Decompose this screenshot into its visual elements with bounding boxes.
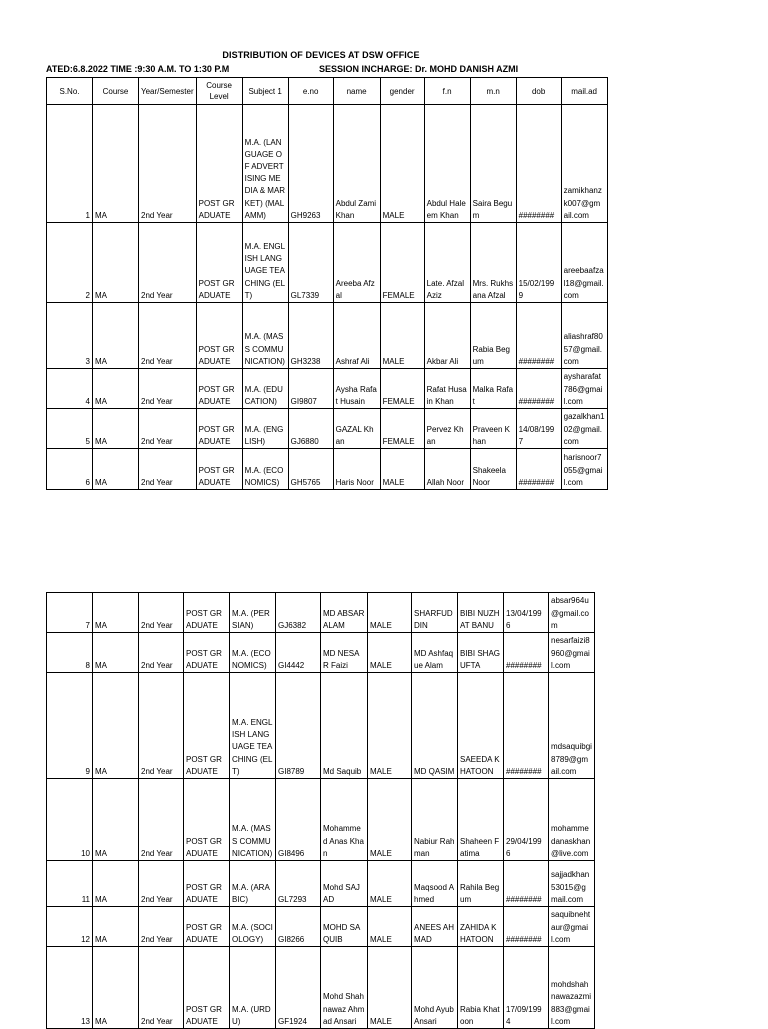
gender-cell: MALE (368, 947, 412, 1029)
dob-cell: ######## (516, 369, 561, 409)
serial-number-cell: 2 (47, 223, 93, 303)
serial-number-cell: 8 (47, 633, 93, 673)
table-row (47, 779, 595, 861)
mother-name-cell: BIBI NUZHAT BANU (458, 593, 504, 633)
father-name-cell: SHARFUDDIN (412, 593, 458, 633)
table-row (47, 593, 595, 633)
gender-cell: MALE (380, 105, 424, 223)
gender-cell: FEMALE (380, 369, 424, 409)
mother-name-cell: Rabia Begum (470, 303, 516, 369)
serial-number-cell: 12 (47, 907, 93, 947)
table-row (47, 369, 608, 409)
father-name-cell: Pervez Khan (424, 409, 470, 449)
dob-cell: 13/04/1996 (504, 593, 549, 633)
serial-number-cell: 11 (47, 861, 93, 907)
gender-cell: MALE (368, 593, 412, 633)
father-name-cell: Nabiur Rahman (412, 779, 458, 861)
mother-name-cell: Shaheen Fatima (458, 779, 504, 861)
dob-cell: 17/09/1994 (504, 947, 549, 1029)
course-level-cell: POST GRADUATE (196, 369, 242, 409)
father-name-cell: Maqsood Ahmed (412, 861, 458, 907)
gender-cell: MALE (380, 449, 424, 490)
father-name-cell: Late. Afzal Aziz (424, 223, 470, 303)
name-cell: MOHD SAQUIB (321, 907, 368, 947)
subject-cell: M.A. (URDU) (230, 947, 276, 1029)
year-cell: 2nd Year (139, 633, 184, 673)
year-cell: 2nd Year (139, 223, 197, 303)
course-cell: MA (93, 223, 139, 303)
devices-table-page-1 (46, 77, 608, 490)
column-header: gender (380, 78, 424, 105)
dob-cell: ######## (504, 673, 549, 779)
enrolment-cell: GI9807 (288, 369, 333, 409)
year-cell: 2nd Year (139, 369, 197, 409)
subject-cell: M.A. ENGLISH LANGUAGE TEACHING (ELT) (230, 673, 276, 779)
enrolment-cell: GI8266 (276, 907, 321, 947)
name-cell: MD ABSAR ALAM (321, 593, 368, 633)
course-cell: MA (93, 303, 139, 369)
email-cell: aliashraf8057@gmail.com (561, 303, 607, 369)
enrolment-cell: GH5765 (288, 449, 333, 490)
course-cell: MA (93, 593, 139, 633)
email-cell: areebaafzal18@gmail.com (561, 223, 607, 303)
table-row (47, 409, 608, 449)
dob-cell: ######## (516, 303, 561, 369)
serial-number-cell: 5 (47, 409, 93, 449)
email-cell: mohdshahnawazazmi883@gmail.com (549, 947, 595, 1029)
email-cell: nesarfaizi8960@gmail.com (549, 633, 595, 673)
course-level-cell: POST GRADUATE (196, 105, 242, 223)
column-header: dob (516, 78, 561, 105)
year-cell: 2nd Year (139, 303, 197, 369)
mother-name-cell: Shakeela Noor (470, 449, 516, 490)
mother-name-cell: BIBI SHAGUFTA (458, 633, 504, 673)
name-cell: Aysha Rafat Husain (333, 369, 380, 409)
email-cell: absar964u@gmail.com (549, 593, 595, 633)
father-name-cell: Akbar Ali (424, 303, 470, 369)
table-row (47, 303, 608, 369)
gender-cell: MALE (368, 861, 412, 907)
email-cell: mohammedanaskhan@live.com (549, 779, 595, 861)
dob-cell: ######## (504, 633, 549, 673)
course-level-cell: POST GRADUATE (184, 673, 230, 779)
father-name-cell: MD Ashfaque Alam (412, 633, 458, 673)
subject-cell: M.A. (MASS COMMUNICATION) (230, 779, 276, 861)
mother-name-cell: Saira Begum (470, 105, 516, 223)
table-row (47, 947, 595, 1029)
father-name-cell: Mohd Ayub Ansari (412, 947, 458, 1029)
column-header: mail.ad (561, 78, 607, 105)
serial-number-cell: 10 (47, 779, 93, 861)
subject-cell: M.A. (PERSIAN) (230, 593, 276, 633)
serial-number-cell: 9 (47, 673, 93, 779)
name-cell: Md Saquib (321, 673, 368, 779)
course-level-cell: POST GRADUATE (196, 223, 242, 303)
gender-cell: FEMALE (380, 409, 424, 449)
email-cell: sajjadkhan53015@gmail.com (549, 861, 595, 907)
gender-cell: FEMALE (380, 223, 424, 303)
enrolment-cell: GJ6382 (276, 593, 321, 633)
enrolment-cell: GH9263 (288, 105, 333, 223)
table-row (47, 449, 608, 490)
email-cell: aysharafat786@gmail.com (561, 369, 607, 409)
course-cell: MA (93, 633, 139, 673)
column-header: e.no (288, 78, 333, 105)
course-cell: MA (93, 369, 139, 409)
column-header: Year/Semester (139, 78, 197, 105)
course-cell: MA (93, 105, 139, 223)
dob-cell: ######## (516, 105, 561, 223)
year-cell: 2nd Year (139, 861, 184, 907)
course-level-cell: POST GRADUATE (184, 861, 230, 907)
course-cell: MA (93, 779, 139, 861)
table-row (47, 861, 595, 907)
name-cell: Areeba Afzal (333, 223, 380, 303)
course-level-cell: POST GRADUATE (184, 593, 230, 633)
course-level-cell: POST GRADUATE (184, 633, 230, 673)
course-cell: MA (93, 907, 139, 947)
enrolment-cell: GL7339 (288, 223, 333, 303)
course-level-cell: POST GRADUATE (196, 409, 242, 449)
serial-number-cell: 13 (47, 947, 93, 1029)
dob-cell: ######## (504, 907, 549, 947)
year-cell: 2nd Year (139, 779, 184, 861)
serial-number-cell: 4 (47, 369, 93, 409)
father-name-cell: Allah Noor (424, 449, 470, 490)
serial-number-cell: 3 (47, 303, 93, 369)
name-cell: Haris Noor (333, 449, 380, 490)
dob-cell: ######## (516, 449, 561, 490)
dob-cell: 29/04/1996 (504, 779, 549, 861)
column-header: f.n (424, 78, 470, 105)
table-row (47, 633, 595, 673)
course-level-cell: POST GRADUATE (184, 907, 230, 947)
year-cell: 2nd Year (139, 673, 184, 779)
father-name-cell: Rafat Husain Khan (424, 369, 470, 409)
subject-cell: M.A. (ARABIC) (230, 861, 276, 907)
course-cell: MA (93, 449, 139, 490)
email-cell: zamikhanzk007@gmail.com (561, 105, 607, 223)
dob-cell: 15/02/1999 (516, 223, 561, 303)
mother-name-cell: Rabia Khatoon (458, 947, 504, 1029)
mother-name-cell: Malka Rafat (470, 369, 516, 409)
gender-cell: MALE (368, 907, 412, 947)
course-level-cell: POST GRADUATE (196, 303, 242, 369)
column-header: Subject 1 (242, 78, 288, 105)
devices-table-page-2 (46, 592, 595, 1029)
email-cell: saquibnehtaur@gmail.com (549, 907, 595, 947)
subject-cell: M.A. (ECONOMICS) (242, 449, 288, 490)
table-row (47, 223, 608, 303)
column-header: Course Level (196, 78, 242, 105)
gender-cell: MALE (380, 303, 424, 369)
name-cell: Mohammed Anas Khan (321, 779, 368, 861)
serial-number-cell: 1 (47, 105, 93, 223)
course-cell: MA (93, 947, 139, 1029)
page-title: DISTRIBUTION OF DEVICES AT DSW OFFICE (222, 50, 420, 60)
course-level-cell: POST GRADUATE (184, 947, 230, 1029)
enrolment-cell: GH3238 (288, 303, 333, 369)
mother-name-cell: ZAHIDA KHATOON (458, 907, 504, 947)
table-row (47, 105, 608, 223)
year-cell: 2nd Year (139, 449, 197, 490)
serial-number-cell: 6 (47, 449, 93, 490)
father-name-cell: MD QASIM (412, 673, 458, 779)
course-cell: MA (93, 409, 139, 449)
email-cell: harisnoor7055@gmail.com (561, 449, 607, 490)
enrolment-cell: GL7293 (276, 861, 321, 907)
column-header: name (333, 78, 380, 105)
column-header: S.No. (47, 78, 93, 105)
gender-cell: MALE (368, 779, 412, 861)
year-cell: 2nd Year (139, 593, 184, 633)
subject-cell: M.A. ENGLISH LANGUAGE TEACHING (ELT) (242, 223, 288, 303)
course-cell: MA (93, 673, 139, 779)
subject-cell: M.A. (SOCIOLOGY) (230, 907, 276, 947)
gender-cell: MALE (368, 633, 412, 673)
course-level-cell: POST GRADUATE (196, 449, 242, 490)
table-row (47, 673, 595, 779)
enrolment-cell: GI8789 (276, 673, 321, 779)
serial-number-cell: 7 (47, 593, 93, 633)
mother-name-cell: Rahila Begum (458, 861, 504, 907)
gender-cell: MALE (368, 673, 412, 779)
mother-name-cell: Mrs. Rukhsana Afzal (470, 223, 516, 303)
year-cell: 2nd Year (139, 907, 184, 947)
father-name-cell: Abdul Haleem Khan (424, 105, 470, 223)
subject-cell: M.A. (ECONOMICS) (230, 633, 276, 673)
subject-cell: M.A. (ENGLISH) (242, 409, 288, 449)
course-cell: MA (93, 861, 139, 907)
table-row (47, 907, 595, 947)
father-name-cell: ANEES AHMAD (412, 907, 458, 947)
year-cell: 2nd Year (139, 409, 197, 449)
subject-cell: M.A. (MASS COMMUNICATION) (242, 303, 288, 369)
name-cell: Mohd Shahnawaz Ahmad Ansari (321, 947, 368, 1029)
name-cell: Ashraf Ali (333, 303, 380, 369)
session-incharge: SESSION INCHARGE: Dr. MOHD DANISH AZMI (319, 64, 519, 74)
column-header: Course (93, 78, 139, 105)
year-cell: 2nd Year (139, 947, 184, 1029)
date-time-line: ATED:6.8.2022 TIME :9:30 A.M. TO 1:30 P.M (46, 64, 230, 74)
column-header: m.n (470, 78, 516, 105)
dob-cell: 14/08/1997 (516, 409, 561, 449)
enrolment-cell: GI4442 (276, 633, 321, 673)
enrolment-cell: GF1924 (276, 947, 321, 1029)
email-cell: gazalkhan102@gmail.com (561, 409, 607, 449)
enrolment-cell: GJ6880 (288, 409, 333, 449)
table-header-row (47, 78, 608, 105)
year-cell: 2nd Year (139, 105, 197, 223)
name-cell: Mohd SAJAD (321, 861, 368, 907)
course-level-cell: POST GRADUATE (184, 779, 230, 861)
mother-name-cell: Praveen Khan (470, 409, 516, 449)
dob-cell: ######## (504, 861, 549, 907)
mother-name-cell: SAEEDA KHATOON (458, 673, 504, 779)
enrolment-cell: GI8496 (276, 779, 321, 861)
email-cell: mdsaquibgi8789@gmail.com (549, 673, 595, 779)
name-cell: Abdul Zami Khan (333, 105, 380, 223)
subject-cell: M.A. (EDUCATION) (242, 369, 288, 409)
name-cell: GAZAL Khan (333, 409, 380, 449)
subject-cell: M.A. (LANGUAGE OF ADVERTISING MEDIA & MARKET) (MALAMM) (242, 105, 288, 223)
name-cell: MD NESAR Faizi (321, 633, 368, 673)
